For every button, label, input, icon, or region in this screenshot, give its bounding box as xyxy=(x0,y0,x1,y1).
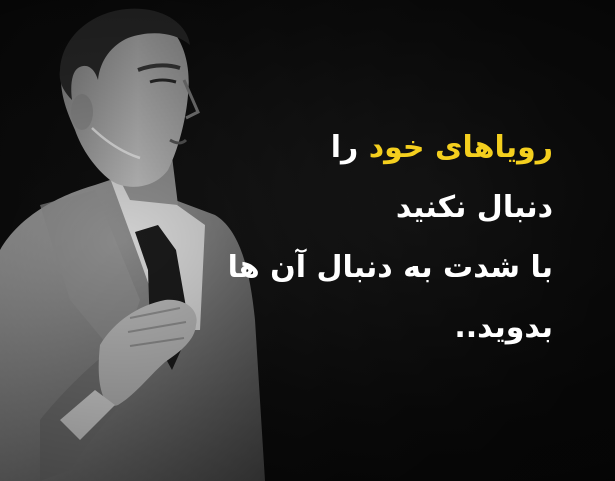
quote-line-4: بدوید.. xyxy=(454,310,553,345)
quote-line-1-rest: را xyxy=(330,130,359,165)
quote-highlight: رویاهای خود xyxy=(368,130,553,165)
quote-line-3: با شدت به دنبال آن ها xyxy=(227,250,553,285)
quote-line-2: دنبال نکنید xyxy=(395,190,553,225)
quote-line-1 xyxy=(253,118,553,178)
quote-text xyxy=(227,118,553,358)
